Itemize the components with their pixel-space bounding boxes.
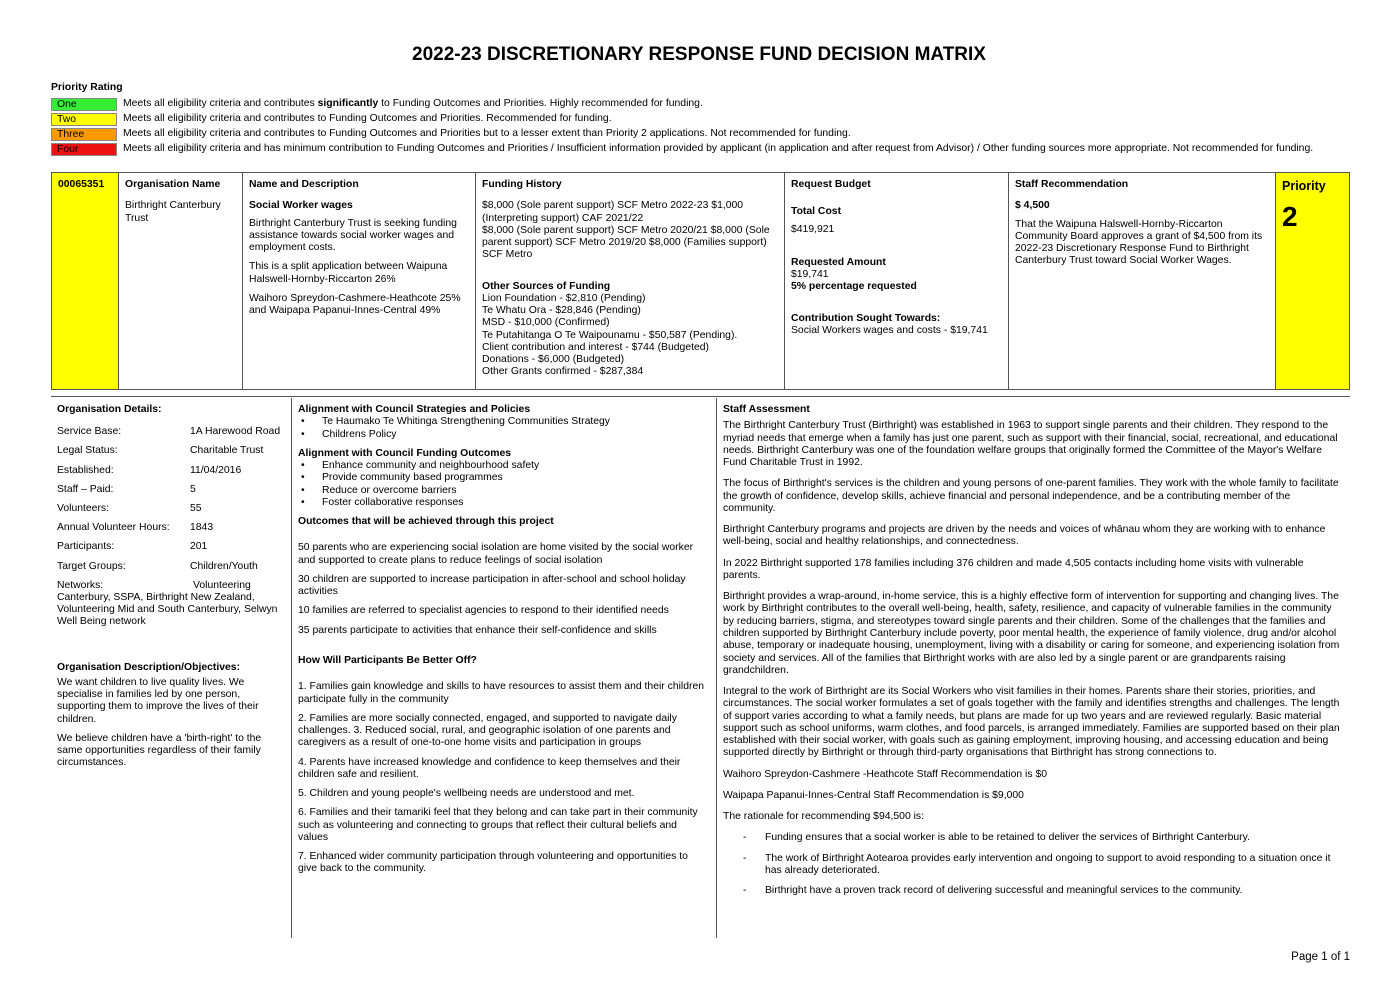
priority-rating-label: Priority Rating bbox=[51, 82, 123, 93]
list-item: • Te Haumako Te Whitinga Strengthening Communities Strategy bbox=[298, 416, 708, 428]
detail-key: Legal Status: bbox=[57, 445, 118, 457]
detail-row bbox=[57, 541, 287, 560]
detail-key: Volunteers: bbox=[57, 503, 109, 515]
staff-recommendation-cell bbox=[1009, 173, 1276, 389]
alignment-section bbox=[298, 404, 708, 883]
assessment-paragraph: The rationale for recommending $94,500 is: bbox=[723, 811, 924, 823]
staff-assessment-header: Staff Assessment bbox=[723, 404, 810, 415]
requested-amount-value: $19,741 bbox=[791, 269, 829, 281]
better-off-item: 4. Parents have increased knowledge and confidence to keep themselves and their children safe and resilient. bbox=[298, 756, 681, 780]
project-desc-3: Waihoro Spreydon-Cashmere-Heathcote 25% and Waipapa Papanui-Innes-Central 49% bbox=[249, 292, 461, 317]
contribution-label: Contribution Sought Towards: bbox=[791, 312, 941, 324]
other-source-item: Other Grants confirmed - $287,384 bbox=[482, 366, 644, 378]
priority-row-one bbox=[51, 97, 703, 111]
detail-value: 55 bbox=[190, 503, 202, 515]
assessment-paragraph: In 2022 Birthright supported 178 families including 376 children and made 4,505 contacts including home visits with vulnerable parents. bbox=[723, 557, 1304, 581]
funding-outcomes-list bbox=[298, 460, 708, 509]
request-budget-header: Request Budget bbox=[791, 179, 871, 190]
priority-swatch-three: Three bbox=[51, 128, 117, 141]
project-title: Social Worker wages bbox=[249, 200, 353, 212]
assessment-paragraph: Birthright Canterbury programs and projects are driven by the needs and voices of whānau whom they are working with to enhance well-being, social and healthy relationships, and connectedness. bbox=[723, 524, 1326, 548]
dash-marker: - bbox=[743, 832, 747, 844]
assessment-paragraph: The focus of Birthright's services is the children and young persons of one-parent families. They work with the whole family to facilitate the growth of confidence, develop skills, achieve financial and personal independence, and be a contributing member of the community. bbox=[723, 478, 1339, 514]
list-item: • Reduce or overcome barriers bbox=[298, 485, 708, 497]
better-off-item: 6. Families and their tamariki feel that they belong and can take part in their community such as volunteering and connecting to groups that reflect their cultural beliefs and values bbox=[298, 807, 698, 843]
detail-value: 1843 bbox=[190, 522, 214, 534]
networks-row bbox=[57, 580, 287, 629]
organisation-details-header: Organisation Details: bbox=[57, 404, 162, 415]
staff-recommendation-amount: $ 4,500 bbox=[1015, 200, 1050, 212]
list-item: • Enhance community and neighbourhood safety bbox=[298, 460, 708, 472]
rationale-item bbox=[723, 832, 1343, 844]
other-source-item: Lion Foundation - $2,810 (Pending) bbox=[482, 292, 646, 304]
detail-value: Children/Youth bbox=[190, 560, 258, 572]
better-off-item: 2. Families are more socially connected, engaged, and supported to navigate daily challenges. 3. Reduced social, rural, and geographic isolation of one parents and caregivers as a result of one-to-one home visits and participation in groups bbox=[298, 712, 677, 749]
list-item: • Foster collaborative responses bbox=[298, 497, 708, 509]
detail-key: Service Base: bbox=[57, 426, 122, 438]
organisation-description-1: We want children to live quality lives. We specialise in families led by one person, supporting them to improve the lives of their children. bbox=[57, 676, 259, 725]
organisation-header: Organisation Name bbox=[125, 179, 221, 190]
better-off-item: 1. Families gain knowledge and skills to have resources to assist them and their children participate fully in the community bbox=[298, 681, 705, 705]
detail-row bbox=[57, 522, 287, 541]
organisation-cell bbox=[119, 173, 243, 389]
organisation-details-section bbox=[57, 404, 287, 777]
funding-history-line-1: $8,000 (Sole parent support) SCF Metro 2022-23 $1,000 (Interpreting support) CAF 2021/22 bbox=[482, 200, 744, 224]
priority-row-three bbox=[51, 127, 851, 141]
priority-text-one: Meets all eligibility criteria and contributes significantly to Funding Outcomes and Priorities. Highly recommended for funding. bbox=[123, 98, 703, 109]
rationale-text: Birthright have a proven track record of delivering successful and meaningful services to the community. bbox=[765, 885, 1243, 897]
requested-amount-label: Requested Amount bbox=[791, 256, 886, 268]
project-desc-1: Birthright Canterbury Trust is seeking funding assistance towards social worker wages and employment costs. bbox=[249, 217, 457, 254]
detail-value: Charitable Trust bbox=[190, 445, 264, 457]
list-item: • Childrens Policy bbox=[298, 429, 708, 441]
other-source-item: Te Whatu Ora - $28,846 (Pending) bbox=[482, 305, 641, 317]
staff-recommendation-header: Staff Recommendation bbox=[1015, 179, 1129, 190]
priority-text-three: Meets all eligibility criteria and contributes to Funding Outcomes and Priorities but to a lesser extent than Priority 2 applications. Not recommended for funding. bbox=[123, 128, 851, 139]
priority-cell bbox=[1276, 173, 1349, 389]
better-off-header: How Will Participants Be Better Off? bbox=[298, 654, 477, 666]
total-cost-value: $419,921 bbox=[791, 223, 835, 235]
name-description-header: Name and Description bbox=[249, 179, 359, 190]
strategies-header: Alignment with Council Strategies and Policies bbox=[298, 404, 531, 415]
list-item: • Provide community based programmes bbox=[298, 472, 708, 484]
contribution-value: Social Workers wages and costs - $19,741 bbox=[791, 324, 988, 336]
project-desc-2: This is a split application between Waipuna Halswell-Hornby-Riccarton 26% bbox=[249, 261, 448, 285]
achieved-item: 50 parents who are experiencing social isolation are home visited by the social worker and supported to create plans to reduce feelings of social isolation bbox=[298, 542, 694, 566]
funding-history-cell bbox=[476, 173, 785, 389]
percentage-requested: 5% percentage requested bbox=[791, 281, 917, 293]
dash-marker: - bbox=[743, 852, 747, 864]
rationale-text: Funding ensures that a social worker is able to be retained to deliver the services of Birthright Canterbury. bbox=[765, 832, 1250, 844]
total-cost-label: Total Cost bbox=[791, 206, 842, 218]
detail-key: Annual Volunteer Hours: bbox=[57, 522, 170, 534]
detail-key: Target Groups: bbox=[57, 560, 126, 572]
networks-first: Volunteering bbox=[193, 579, 251, 591]
funding-outcomes-header: Alignment with Council Funding Outcomes bbox=[298, 447, 511, 459]
rationale-text: The work of Birthright Aotearoa provides early intervention and ongoing to support to avoid responding to a situation once it has already deteriorated. bbox=[765, 852, 1331, 876]
achieved-item: 10 families are referred to specialist agencies to respond to their identified needs bbox=[298, 605, 669, 617]
detail-value: 5 bbox=[190, 483, 196, 495]
priority-swatch-two: Two bbox=[51, 113, 117, 126]
detail-value: 1A Harewood Road bbox=[190, 426, 281, 438]
detail-row bbox=[57, 426, 287, 445]
section-divider bbox=[51, 396, 1350, 397]
name-description-cell bbox=[243, 173, 476, 389]
priority-row-four bbox=[51, 142, 1314, 156]
strategies-list bbox=[298, 416, 708, 441]
achieved-outcomes-header: Outcomes that will be achieved through this project bbox=[298, 516, 554, 528]
column-divider-right bbox=[716, 398, 717, 938]
assessment-paragraph: Waihoro Spreydon-Cashmere -Heathcote Staff Recommendation is $0 bbox=[723, 768, 1048, 780]
organisation-description-header: Organisation Description/Objectives: bbox=[57, 661, 241, 673]
detail-value: 11/04/2016 bbox=[190, 464, 242, 476]
assessment-paragraph: The Birthright Canterbury Trust (Birthright) was established in 1963 to support single parents and their children. They respond to the myriad needs that emerge when a family has just one parent, such as support with their financial, social, recreational, and educational needs. Birthright Canterbury was one of the foundation welfare groups that originally formed the Committee of the Mayor's Welfare Fund Charitable Trust in 1992. bbox=[723, 420, 1338, 469]
funding-history-header: Funding History bbox=[482, 179, 562, 190]
application-summary-table bbox=[51, 172, 1350, 390]
priority-row-two bbox=[51, 112, 612, 126]
priority-text-two: Meets all eligibility criteria and contributes to Funding Outcomes and Priorities. Recommended for funding. bbox=[123, 113, 612, 124]
detail-row bbox=[57, 503, 287, 522]
detail-row bbox=[57, 484, 287, 503]
better-off-item: 5. Children and young people's wellbeing needs are understood and met. bbox=[298, 788, 635, 800]
document-title: 2022-23 DISCRETIONARY RESPONSE FUND DECISION MATRIX bbox=[412, 44, 986, 65]
organisation-description-2: We believe children have a 'birth-right' to the same opportunities regardless of their family circumstances. bbox=[57, 732, 262, 769]
other-source-item: Te Putahitanga O Te Waipounamu - $50,587 (Pending). bbox=[482, 329, 738, 341]
request-budget-cell bbox=[785, 173, 1009, 389]
detail-key: Staff – Paid: bbox=[57, 483, 114, 495]
priority-swatch-one: One bbox=[51, 98, 117, 111]
detail-key: Established: bbox=[57, 464, 114, 476]
rationale-item bbox=[723, 853, 1343, 878]
column-divider-left bbox=[291, 398, 292, 938]
networks-label: Networks: bbox=[57, 579, 104, 591]
achieved-item: 30 children are supported to increase participation in after-school and school holiday activities bbox=[298, 573, 686, 598]
priority-header: Priority bbox=[1282, 179, 1326, 193]
achieved-item: 35 parents participate to activities that enhance their self-confidence and skills bbox=[298, 624, 657, 636]
priority-text-four: Meets all eligibility criteria and has minimum contribution to Funding Outcomes and Priorities / Insufficient information provided by applicant (in application and after request from Advisor) / Other funding sources more appropriate. Not recommended for funding. bbox=[123, 143, 1314, 154]
application-id: 00065351 bbox=[52, 173, 119, 389]
detail-row bbox=[57, 465, 287, 484]
priority-value: 2 bbox=[1282, 200, 1298, 232]
dash-marker: - bbox=[743, 885, 747, 897]
other-sources-header: Other Sources of Funding bbox=[482, 280, 611, 292]
other-source-item: Donations - $6,000 (Budgeted) bbox=[482, 354, 625, 366]
page-number: Page 1 of 1 bbox=[1291, 951, 1350, 963]
funding-history-line-2: $8,000 (Sole parent support) SCF Metro 2020/21 $8,000 (Sole parent support) SCF Metro 2019/20 $8,000 (Families support) SCF Metro bbox=[482, 224, 770, 261]
better-off-item: 7. Enhanced wider community participation through volunteering and opportunities to give back to the community. bbox=[298, 851, 688, 875]
networks-value: Canterbury, SSPA, Birthright New Zealand, Volunteering Mid and South Canterbury, Selwyn Well Being network bbox=[57, 591, 278, 628]
staff-assessment-section bbox=[723, 404, 1343, 906]
detail-row bbox=[57, 561, 287, 580]
priority-swatch-four: Four bbox=[51, 143, 117, 156]
organisation-name: Birthright Canterbury Trust bbox=[125, 200, 221, 224]
detail-key: Participants: bbox=[57, 541, 115, 553]
staff-recommendation-text: That the Waipuna Halswell-Hornby-Riccarton Community Board approves a grant of $4,500 from its 2022-23 Discretionary Response Fund to Birthright Canterbury Trust toward Social Worker Wages. bbox=[1015, 218, 1263, 267]
other-source-item: Client contribution and interest - $744 (Budgeted) bbox=[482, 341, 710, 353]
other-source-item: MSD - $10,000 (Confirmed) bbox=[482, 317, 610, 329]
assessment-paragraph: Birthright provides a wrap-around, in-home service, this is a highly effective form of intervention for supporting and changing lives. The work by Birthright contributes to the overall well-being, health, safety, resilience, and capacity of vulnerable families in the community by reducing barriers, stigma, and stereotypes toward single parents and their children. Some of the challenges that the families and children supported by Birthright Canterbury include poverty, poor mental health, the experience of family violence, drug and/or alcohol abuse, temporary or inadequate housing, unemployment, living with a disability or caring for someone, and experiencing isolation from society and services. All of the families that Birthright works with are also led by a single parent or are grandparents raising grandchildren. bbox=[723, 591, 1340, 676]
rationale-item bbox=[723, 885, 1343, 897]
detail-row bbox=[57, 445, 287, 464]
assessment-paragraph: Waipapa Papanui-Innes-Central Staff Recommendation is $9,000 bbox=[723, 789, 1024, 801]
assessment-paragraph: Integral to the work of Birthright are its Social Workers who visit families in their homes. Parents share their stories, priorities, and circumstances. The social worker formulates a set of goals together with the family and identifies strengths and challenges. The length of support varies according to what a family needs, but plans are made for up two years and are reviewed regularly. Basic material support such as school uniforms, warm clothes, and food parcels, is arranged immediately. Families are supported based on their plan established with their social worker, with goals such as gaining employment, improving housing, and accessing education and being supported directly by Birthright or through third-party organisations that Birthright has strong connections to. bbox=[723, 686, 1340, 759]
detail-value: 201 bbox=[190, 541, 208, 553]
